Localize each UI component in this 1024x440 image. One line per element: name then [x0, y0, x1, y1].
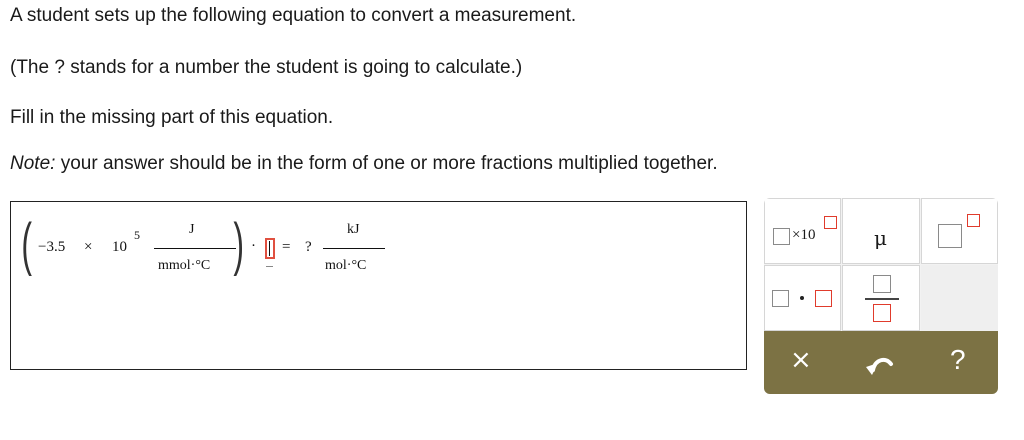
power-base: 10	[112, 239, 127, 255]
math-palette	[764, 198, 998, 394]
coefficient: −3.5	[38, 239, 66, 255]
exponent-square-icon	[824, 216, 837, 229]
note-line	[10, 153, 718, 175]
clear-button[interactable]	[764, 331, 842, 394]
question-line-1: A student sets up the following equation to convert a measurement.	[10, 5, 577, 26]
note-label: Note:	[10, 153, 56, 174]
unknown-value: ?	[305, 239, 312, 255]
mu-button[interactable]	[842, 198, 920, 264]
question-line-3: Fill in the missing part of this equation.	[10, 107, 334, 128]
text-cursor	[269, 241, 270, 256]
denominator-square-icon	[873, 304, 891, 322]
dot-operator-icon	[800, 296, 804, 300]
times-ten-label: ×10	[792, 227, 816, 243]
close-icon: ×	[790, 345, 812, 375]
empty-placeholder-box[interactable]	[265, 238, 275, 259]
left-paren-close: )	[233, 212, 244, 277]
help-icon: ?	[950, 344, 966, 375]
scientific-notation-button[interactable]	[764, 198, 841, 264]
left-operand-square-icon	[772, 290, 789, 307]
mu-symbol: μ	[874, 226, 887, 250]
undo-icon	[842, 331, 920, 394]
left-fraction-bar	[154, 248, 236, 249]
placeholder-square-icon	[773, 228, 790, 245]
multiply-dot: ·	[251, 238, 256, 254]
left-paren-open: (	[21, 212, 32, 277]
question-line-2: (The ? stands for a number the student is going to calculate.)	[10, 57, 523, 78]
right-fraction-bar	[323, 248, 385, 249]
equals-sign: =	[282, 239, 291, 255]
undo-button[interactable]	[842, 331, 920, 394]
note-text: your answer should be in the form of one or more fractions multiplied together.	[55, 153, 718, 174]
right-denominator: mol·°C	[325, 258, 367, 273]
palette-empty-cell	[921, 265, 998, 331]
right-operand-square-icon	[815, 290, 832, 307]
superscript-square-icon	[967, 214, 980, 227]
placeholder-underline	[266, 266, 273, 267]
left-numerator: J	[189, 222, 195, 237]
superscript-button[interactable]	[921, 198, 998, 264]
left-denominator: mmol·°C	[158, 258, 211, 273]
fraction-bar-icon	[865, 298, 899, 300]
fraction-button[interactable]	[842, 265, 920, 331]
numerator-square-icon	[873, 275, 891, 293]
help-button[interactable]	[920, 331, 998, 394]
answer-input-area[interactable]	[10, 201, 747, 370]
power-exponent: 5	[134, 228, 140, 242]
multiply-dot-button[interactable]	[764, 265, 841, 331]
times-symbol: ×	[84, 239, 93, 255]
palette-toolbar	[764, 331, 998, 394]
base-square-icon	[938, 224, 962, 248]
right-numerator: kJ	[347, 222, 360, 237]
